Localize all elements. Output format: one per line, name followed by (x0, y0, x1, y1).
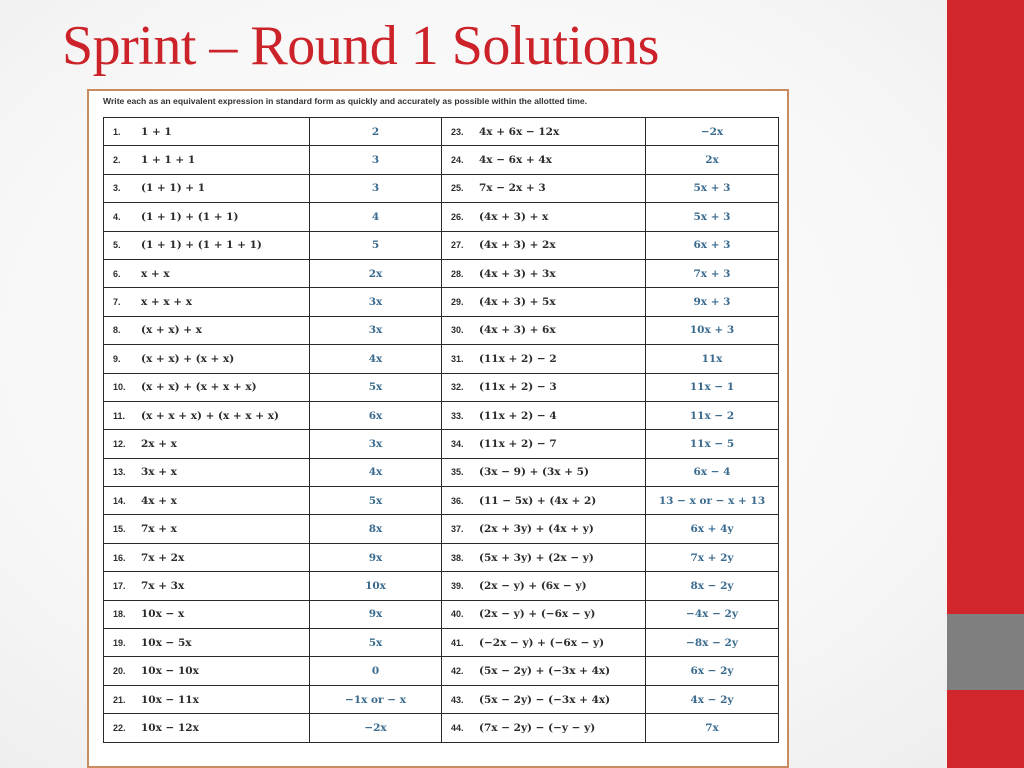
problem-number: 10. (113, 382, 126, 393)
answer-cell: 11x (646, 345, 779, 373)
problem-number: 18. (113, 609, 126, 620)
problem-cell (104, 430, 310, 458)
answer-cell: 6x + 3 (646, 231, 779, 259)
problem-number: 11. (113, 410, 126, 421)
problem-expression: (4x + 3) + 6x (479, 324, 556, 337)
problem-expression: (5x + 3y) + (2x − y) (479, 551, 594, 564)
problem-number: 40. (451, 609, 464, 620)
problem-expression: 4x + 6x − 12x (479, 125, 560, 138)
problem-number: 17. (113, 580, 126, 591)
answer-cell: 8x − 2y (646, 572, 779, 600)
answer-cell: −8x − 2y (646, 629, 779, 657)
answer-cell: 3x (310, 288, 442, 316)
table-row (104, 714, 779, 742)
problem-cell (104, 657, 310, 685)
problem-expression: 10x − 10x (141, 665, 199, 678)
problem-cell (442, 600, 646, 628)
problem-cell (104, 600, 310, 628)
answer-cell: 2x (646, 146, 779, 174)
table-row (104, 487, 779, 515)
problem-cell (104, 259, 310, 287)
problem-number: 7. (113, 297, 121, 308)
problem-number: 12. (113, 438, 126, 449)
problem-expression: (7x − 2y) − (−y − y) (479, 721, 596, 734)
problem-expression: (4x + 3) + 5x (479, 296, 556, 309)
side-bar-red-bottom (947, 690, 1024, 768)
problem-cell (442, 714, 646, 742)
table-row (104, 458, 779, 486)
answer-cell: 9x (310, 543, 442, 571)
problem-cell (442, 629, 646, 657)
problem-cell (442, 543, 646, 571)
problem-expression: 10x − x (141, 608, 185, 621)
answer-cell: 3x (310, 430, 442, 458)
problem-cell (104, 458, 310, 486)
problem-expression: (x + x) + x (141, 324, 202, 337)
answer-cell: 8x (310, 515, 442, 543)
problem-number: 44. (451, 722, 464, 733)
problem-cell (104, 146, 310, 174)
problem-cell (442, 345, 646, 373)
answer-cell: 4 (310, 203, 442, 231)
problem-cell (104, 572, 310, 600)
problem-number: 41. (451, 637, 464, 648)
table-row (104, 657, 779, 685)
answer-cell: −4x − 2y (646, 600, 779, 628)
problem-expression: (1 + 1) + 1 (141, 182, 206, 195)
problem-number: 33. (451, 410, 464, 421)
problem-expression: 1 + 1 (141, 125, 172, 138)
problem-cell (104, 629, 310, 657)
problem-cell (104, 316, 310, 344)
slide-title: Sprint – Round 1 Solutions (62, 15, 659, 77)
answer-cell: 4x − 2y (646, 685, 779, 713)
problem-expression: x + x + x (141, 296, 192, 309)
problem-cell (104, 174, 310, 202)
problem-cell (104, 203, 310, 231)
answer-cell: 0 (310, 657, 442, 685)
answer-cell: 6x − 4 (646, 458, 779, 486)
problem-number: 4. (113, 211, 121, 222)
table-row (104, 288, 779, 316)
problem-expression: (−2x − y) + (−6x − y) (479, 636, 605, 649)
problem-cell (442, 487, 646, 515)
problem-expression: 10x − 5x (141, 636, 192, 649)
answer-cell: 9x + 3 (646, 288, 779, 316)
answer-cell: 5x (310, 373, 442, 401)
problem-expression: 7x + 2x (141, 551, 185, 564)
problem-expression: (x + x + x) + (x + x + x) (141, 409, 279, 422)
problem-expression: (2x + 3y) + (4x + y) (479, 523, 594, 536)
problem-number: 27. (451, 240, 464, 251)
problem-cell (442, 174, 646, 202)
problem-cell (442, 203, 646, 231)
table-row (104, 515, 779, 543)
problem-number: 28. (451, 268, 464, 279)
problem-expression: (2x − y) + (6x − y) (479, 579, 587, 592)
problem-number: 2. (113, 155, 121, 166)
answer-cell: 5x + 3 (646, 174, 779, 202)
side-bar-gray (947, 614, 1024, 690)
sprint-table-body (104, 118, 779, 743)
problem-number: 1. (113, 126, 121, 137)
sprint-worksheet (87, 89, 789, 768)
table-row (104, 373, 779, 401)
problem-expression: (x + x) + (x + x + x) (141, 381, 257, 394)
problem-cell (442, 458, 646, 486)
problem-number: 5. (113, 240, 121, 251)
table-row (104, 629, 779, 657)
problem-cell (104, 373, 310, 401)
table-row (104, 146, 779, 174)
problem-expression: 1 + 1 + 1 (141, 154, 196, 167)
problem-expression: (5x − 2y) + (−3x + 4x) (479, 665, 611, 678)
problem-cell (442, 401, 646, 429)
table-row (104, 231, 779, 259)
problem-number: 34. (451, 438, 464, 449)
answer-cell: 4x (310, 345, 442, 373)
answer-cell: 13 − x or − x + 13 (646, 487, 779, 515)
problem-cell (104, 231, 310, 259)
problem-expression: (11x + 2) − 7 (479, 437, 557, 450)
table-row (104, 345, 779, 373)
problem-number: 29. (451, 297, 464, 308)
problem-cell (442, 657, 646, 685)
problem-expression: 4x − 6x + 4x (479, 154, 552, 167)
problem-expression: 7x − 2x + 3 (479, 182, 546, 195)
answer-cell: 7x (646, 714, 779, 742)
problem-cell (442, 430, 646, 458)
answer-cell: 6x − 2y (646, 657, 779, 685)
problem-number: 36. (451, 495, 464, 506)
problem-number: 8. (113, 325, 121, 336)
problem-number: 42. (451, 666, 464, 677)
problem-number: 6. (113, 268, 121, 279)
problem-expression: (11 − 5x) + (4x + 2) (479, 494, 597, 507)
answer-cell: 11x − 2 (646, 401, 779, 429)
answer-cell: 3 (310, 146, 442, 174)
problem-number: 15. (113, 524, 126, 535)
table-row (104, 118, 779, 146)
problem-expression: 3x + x (141, 466, 177, 479)
problem-cell (442, 288, 646, 316)
problem-expression: (5x − 2y) − (−3x + 4x) (479, 693, 611, 706)
problem-cell (442, 316, 646, 344)
answer-cell: −2x (310, 714, 442, 742)
problem-cell (442, 515, 646, 543)
problem-number: 35. (451, 467, 464, 478)
problem-cell (104, 118, 310, 146)
answer-cell: 5 (310, 231, 442, 259)
table-row (104, 430, 779, 458)
problem-cell (442, 118, 646, 146)
table-row (104, 174, 779, 202)
worksheet-instructions: Write each as an equivalent expression in standard form as quickly and accurately as possible within the allotted time. (103, 96, 588, 106)
answer-cell: 3 (310, 174, 442, 202)
answer-cell: 6x + 4y (646, 515, 779, 543)
problem-cell (442, 572, 646, 600)
answer-cell: 10x + 3 (646, 316, 779, 344)
problem-number: 39. (451, 580, 464, 591)
table-row (104, 401, 779, 429)
problem-cell (104, 685, 310, 713)
problem-expression: (11x + 2) − 2 (479, 352, 557, 365)
table-row (104, 543, 779, 571)
problem-expression: (3x − 9) + (3x + 5) (479, 466, 589, 479)
problem-cell (104, 487, 310, 515)
sprint-table (103, 117, 779, 743)
problem-number: 30. (451, 325, 464, 336)
problem-number: 19. (113, 637, 126, 648)
answer-cell: 2 (310, 118, 442, 146)
problem-expression: (4x + 3) + 2x (479, 239, 556, 252)
answer-cell: 2x (310, 259, 442, 287)
problem-number: 31. (451, 353, 464, 364)
problem-number: 22. (113, 722, 126, 733)
problem-expression: (1 + 1) + (1 + 1 + 1) (141, 239, 262, 252)
problem-cell (104, 401, 310, 429)
answer-cell: 5x (310, 629, 442, 657)
problem-number: 9. (113, 353, 121, 364)
problem-cell (104, 345, 310, 373)
table-row (104, 600, 779, 628)
problem-expression: (4x + 3) + 3x (479, 267, 556, 280)
problem-cell (104, 515, 310, 543)
problem-expression: 2x + x (141, 437, 177, 450)
problem-expression: 10x − 11x (141, 693, 199, 706)
problem-expression: (11x + 2) − 3 (479, 381, 557, 394)
problem-number: 43. (451, 694, 464, 705)
answer-cell: 11x − 1 (646, 373, 779, 401)
problem-number: 25. (451, 183, 464, 194)
answer-cell: 5x (310, 487, 442, 515)
table-row (104, 316, 779, 344)
problem-expression: (11x + 2) − 4 (479, 409, 557, 422)
problem-number: 26. (451, 211, 464, 222)
problem-expression: x + x (141, 267, 170, 280)
table-row (104, 572, 779, 600)
problem-number: 16. (113, 552, 126, 563)
problem-number: 21. (113, 694, 126, 705)
problem-number: 23. (451, 126, 464, 137)
problem-number: 37. (451, 524, 464, 535)
problem-cell (104, 714, 310, 742)
answer-cell: 10x (310, 572, 442, 600)
answer-cell: 3x (310, 316, 442, 344)
problem-expression: 10x − 12x (141, 721, 199, 734)
problem-number: 3. (113, 183, 121, 194)
problem-expression: 4x + x (141, 494, 177, 507)
side-bar-red-top (947, 0, 1024, 614)
table-row (104, 685, 779, 713)
answer-cell: −1x or − x (310, 685, 442, 713)
answer-cell: 7x + 3 (646, 259, 779, 287)
problem-expression: (2x − y) + (−6x − y) (479, 608, 596, 621)
problem-number: 13. (113, 467, 126, 478)
problem-cell (104, 288, 310, 316)
problem-expression: (x + x) + (x + x) (141, 352, 235, 365)
answer-cell: 7x + 2y (646, 543, 779, 571)
problem-expression: 7x + x (141, 523, 177, 536)
problem-cell (104, 543, 310, 571)
answer-cell: 5x + 3 (646, 203, 779, 231)
answer-cell: −2x (646, 118, 779, 146)
problem-number: 24. (451, 155, 464, 166)
problem-number: 14. (113, 495, 126, 506)
problem-expression: (1 + 1) + (1 + 1) (141, 210, 239, 223)
problem-number: 32. (451, 382, 464, 393)
problem-cell (442, 685, 646, 713)
answer-cell: 6x (310, 401, 442, 429)
answer-cell: 4x (310, 458, 442, 486)
answer-cell: 11x − 5 (646, 430, 779, 458)
table-row (104, 259, 779, 287)
problem-expression: 7x + 3x (141, 579, 185, 592)
problem-number: 38. (451, 552, 464, 563)
problem-cell (442, 231, 646, 259)
problem-cell (442, 373, 646, 401)
answer-cell: 9x (310, 600, 442, 628)
problem-number: 20. (113, 666, 126, 677)
problem-cell (442, 146, 646, 174)
table-row (104, 203, 779, 231)
problem-cell (442, 259, 646, 287)
problem-expression: (4x + 3) + x (479, 210, 549, 223)
